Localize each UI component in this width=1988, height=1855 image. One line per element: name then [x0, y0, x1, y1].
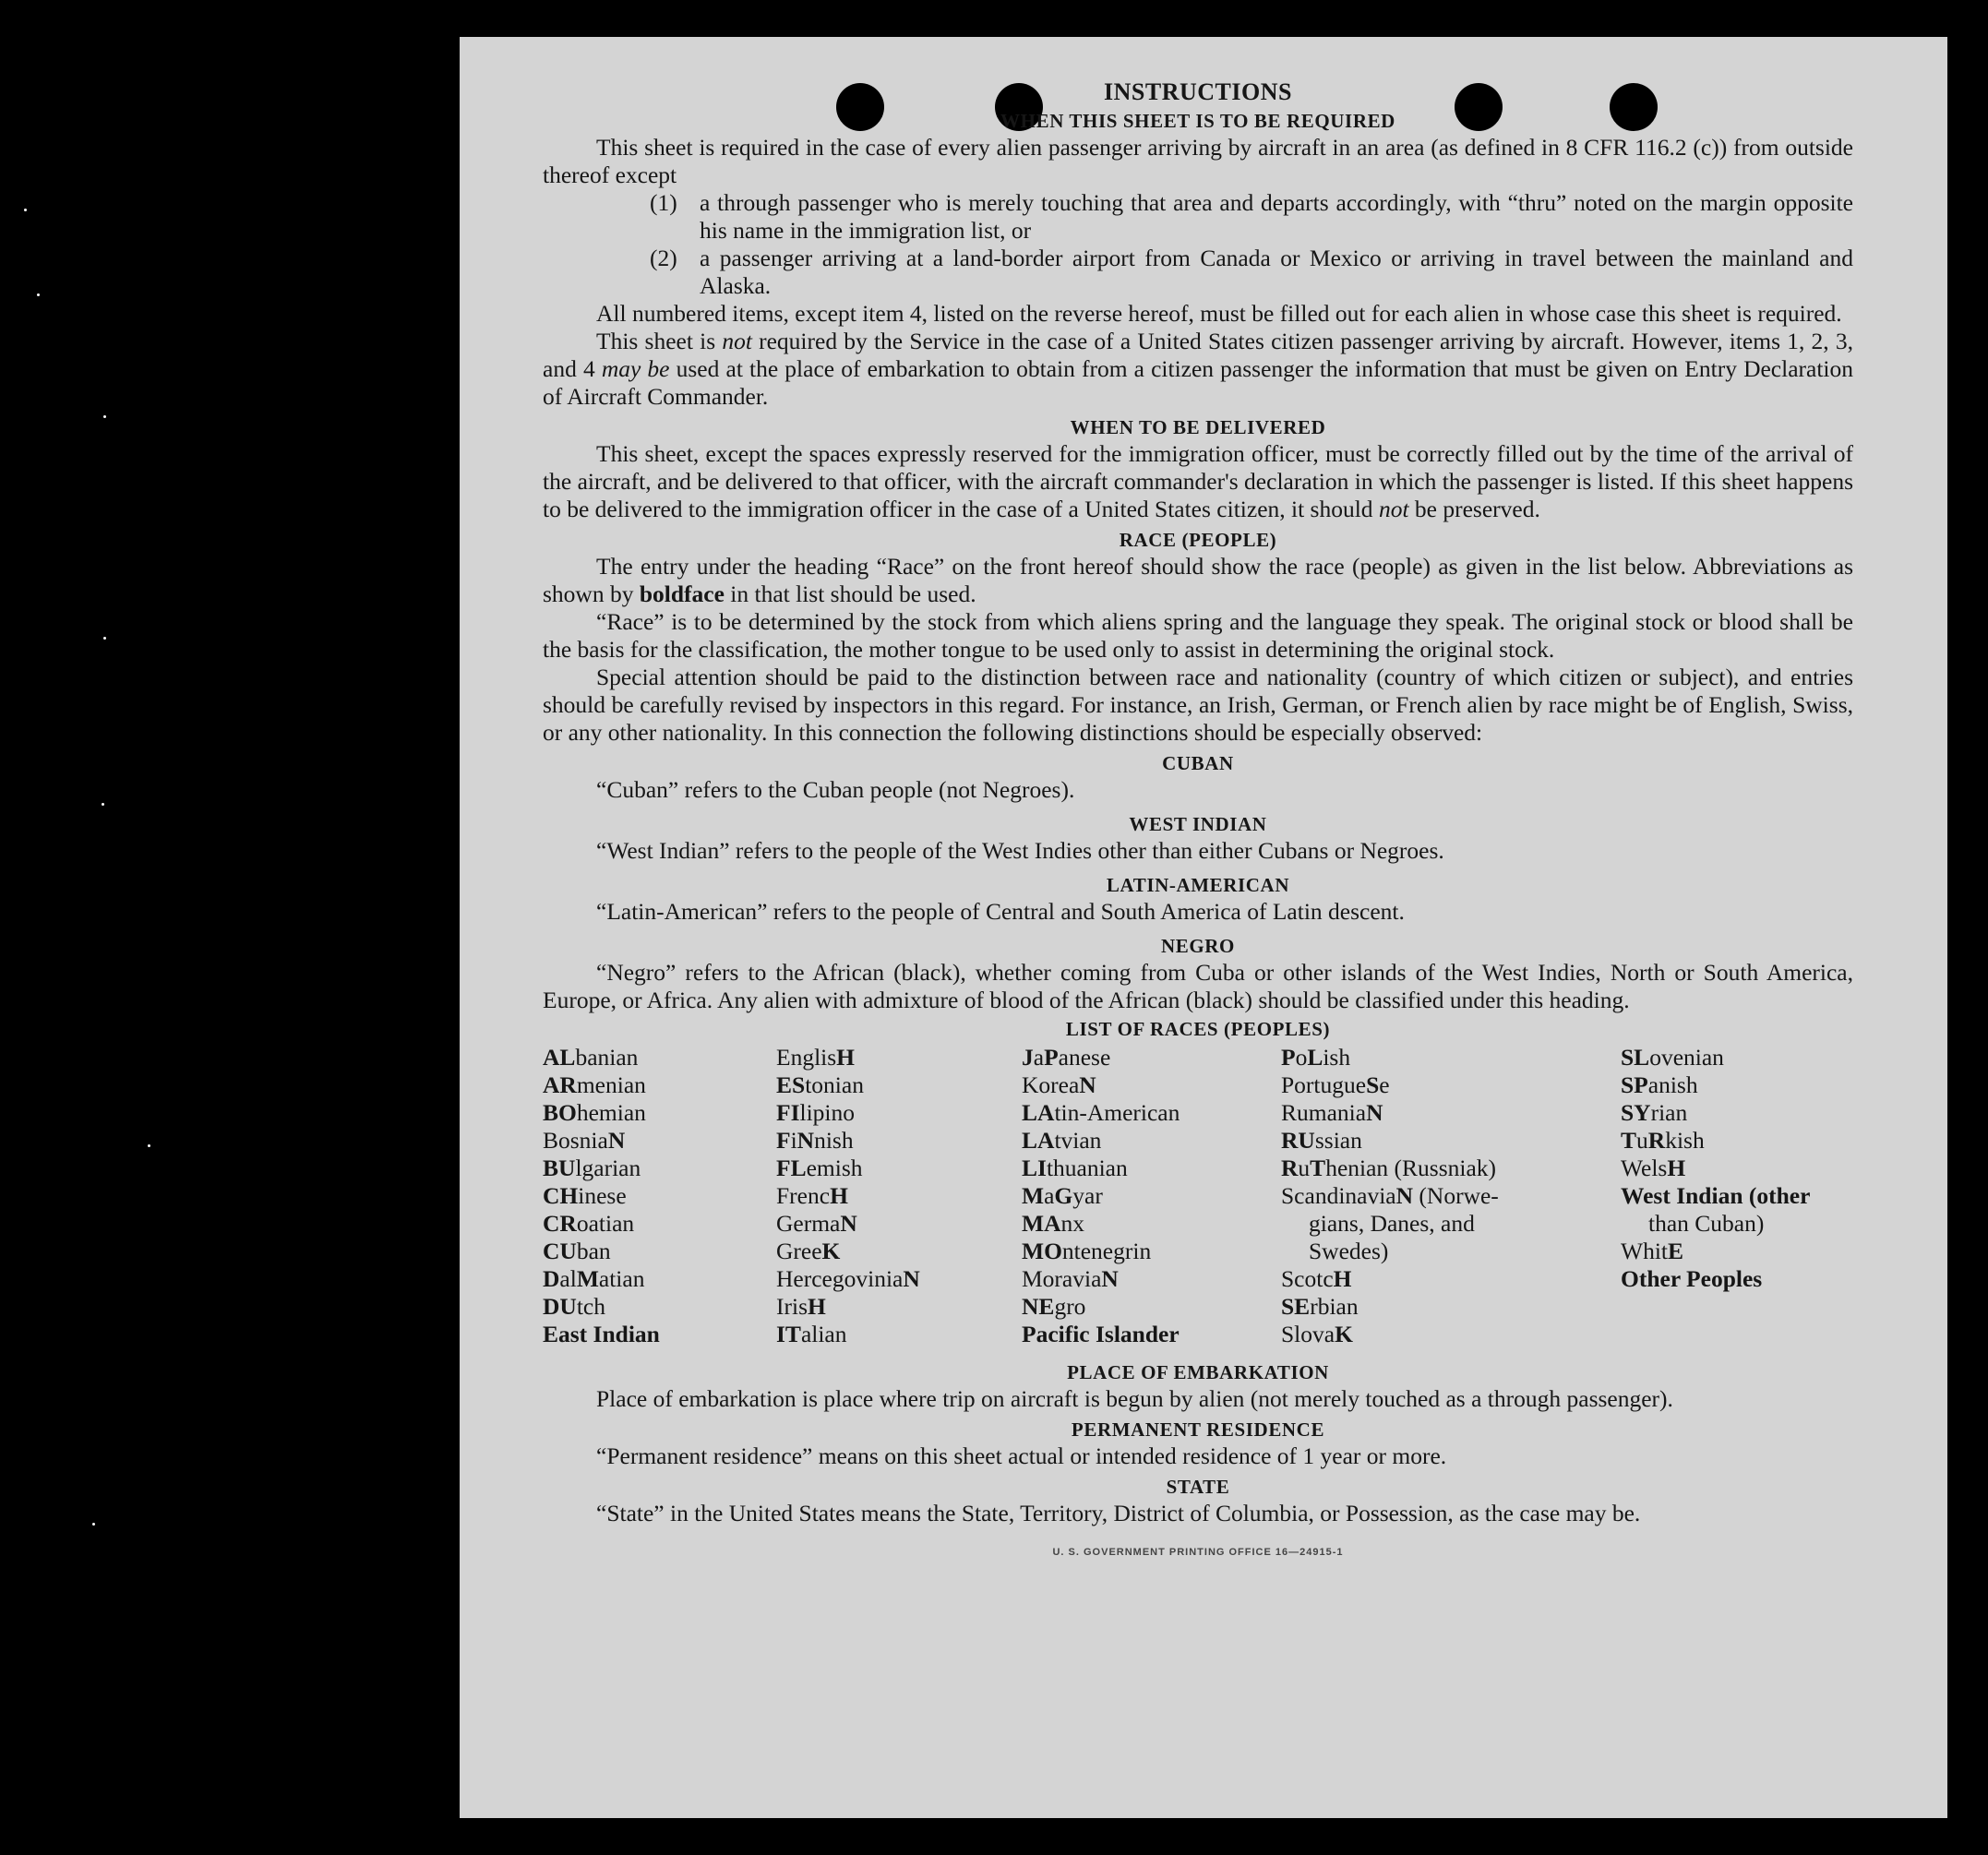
race-entry-text: ssian	[1314, 1127, 1362, 1154]
race-paragraph-1: The entry under the heading “Race” on the front hereof should show the race (people) as given in the list below. Abbreviations as shown by boldface in that list should be used.	[543, 553, 1853, 607]
race-abbreviation: BO	[543, 1099, 577, 1126]
race-entry	[1621, 1238, 1810, 1265]
heading-race: RACE (PEOPLE)	[1119, 529, 1277, 551]
race-abbreviation: FI	[776, 1099, 800, 1126]
race-entry-text: Gree	[776, 1238, 822, 1264]
race-abbreviation: SL	[1621, 1044, 1650, 1071]
race-abbreviation: MO	[1022, 1238, 1062, 1264]
race-paragraph-3: Special attention should be paid to the distinction between race and nationality (country of which citizen or subject), and entries should be carefully revised by inspectors in this regard. For instance, an Irish, German, or French alien by race might be of English, Swiss, or any other nationality. In this connection the following distinctions should be especially observed:	[543, 664, 1853, 746]
race-abbreviation: N	[840, 1210, 857, 1237]
cuban-text: “Cuban” refers to the Cuban people (not Negroes).	[596, 776, 1075, 803]
exception-item-1-number: (1)	[650, 189, 677, 216]
race-abbreviation: Other Peoples	[1621, 1265, 1763, 1292]
heading-list-of-races: LIST OF RACES (PEOPLES)	[1065, 1018, 1331, 1040]
race-entry	[1022, 1182, 1180, 1210]
race-entry-text: banian	[575, 1044, 639, 1071]
printing-office-footer: U. S. GOVERNMENT PRINTING OFFICE 16—24915-1	[1052, 1547, 1344, 1558]
heading-latin-american: LATIN-AMERICAN	[1106, 874, 1290, 896]
race-entry	[543, 1210, 660, 1238]
race-abbreviation: BU	[543, 1155, 576, 1181]
race-abbreviation: DU	[543, 1293, 577, 1320]
race-entry-text: ban	[576, 1238, 611, 1264]
when-required-paragraph-2: All numbered items, except item 4, listed on the reverse hereof, must be filled out for each alien in whose case this sheet is required.	[596, 300, 1842, 327]
exception-item-2-text: a passenger arriving at a land-border airport from Canada or Mexico or arriving in travel between the mainland and Alaska.	[700, 245, 1853, 299]
race-abbreviation: LI	[1022, 1155, 1047, 1181]
document-sheet	[460, 37, 1947, 1818]
exception-item-1-text: a through passenger who is merely touching that area and departs accordingly, with “thru” noted on the margin opposite his name in the immigration list, or	[700, 189, 1853, 244]
race-entry	[776, 1099, 920, 1127]
race-entry	[1022, 1044, 1180, 1071]
race-entry	[776, 1044, 920, 1071]
race-entry-text: o	[1295, 1044, 1308, 1071]
race-entry-text: al	[559, 1265, 577, 1292]
race-entry-text: Moravia	[1022, 1265, 1102, 1292]
race-abbreviation: H	[836, 1044, 856, 1071]
race-abbreviation: M	[576, 1265, 599, 1292]
race-abbreviation: G	[1054, 1182, 1073, 1209]
state-text: “State” in the United States means the State, Territory, District of Columbia, or Possession, as the case may be.	[596, 1500, 1641, 1526]
race-entry-text: Frenc	[776, 1182, 831, 1209]
race-abbreviation: E	[1668, 1238, 1684, 1264]
race-abbreviation: CR	[543, 1210, 577, 1237]
race-abbreviation: T	[1621, 1127, 1637, 1154]
race-entry-text: kish	[1665, 1127, 1705, 1154]
race-entry	[543, 1044, 660, 1071]
race-entry-text: a	[1044, 1182, 1055, 1209]
race-entry	[1022, 1127, 1180, 1155]
race-list	[543, 1044, 1853, 1356]
race-entry	[1281, 1044, 1499, 1071]
race-list-column-5	[1621, 1044, 1810, 1293]
race-entry-text: tonian	[805, 1071, 864, 1098]
heading-cuban: CUBAN	[1162, 752, 1234, 774]
race-entry	[1621, 1044, 1810, 1071]
race-entry	[1281, 1155, 1499, 1182]
embarkation-text: Place of embarkation is place where trip on aircraft is begun by alien (not merely touched as a through passenger).	[596, 1385, 1673, 1412]
race-entry-text: yar	[1072, 1182, 1103, 1209]
race-entry-text: rbian	[1310, 1293, 1359, 1320]
race-abbreviation: AR	[543, 1071, 577, 1098]
when-delivered-paragraph: This sheet, except the spaces expressly reserved for the immigration officer, must be correctly filled out by the time of the arrival of the aircraft, and be delivered to that officer, with the aircraft commander's declaration in which the passenger is listed. If this sheet happens to be delivered to the immigration officer in the case of a United States citizen, it should not be preserved.	[543, 440, 1853, 522]
race-abbreviation: M	[1022, 1182, 1045, 1209]
race-entry	[1281, 1293, 1499, 1321]
race-entry-text: hemian	[576, 1099, 646, 1126]
race-entry	[1621, 1210, 1810, 1238]
race-entry	[1022, 1155, 1180, 1182]
race-abbreviation: H	[1333, 1265, 1352, 1292]
race-entry	[543, 1293, 660, 1321]
race-entry-text: Swedes)	[1309, 1238, 1389, 1264]
race-list-column-3	[1022, 1044, 1180, 1348]
when-required-paragraph-3: This sheet is not required by the Service in the case of a United States citizen passenger arriving by aircraft. However, items 1, 2, 3, and 4 may be used at the place of embarkation to obtain from a citizen passenger the information that must be given on Entry Declaration of Aircraft Commander.	[543, 328, 1854, 410]
race-entry-text: emish	[806, 1155, 863, 1181]
race-abbreviation: R	[1281, 1155, 1299, 1181]
race-entry-text: Rumania	[1281, 1099, 1367, 1126]
race-entry	[1621, 1182, 1810, 1210]
race-entry	[776, 1071, 920, 1099]
race-entry	[1022, 1238, 1180, 1265]
race-abbreviation: N	[1079, 1071, 1096, 1098]
race-abbreviation: D	[543, 1265, 560, 1292]
race-entry	[543, 1099, 660, 1127]
race-entry-text: Slova	[1281, 1321, 1335, 1347]
exception-item-2	[543, 245, 1853, 300]
latin-american-text: “Latin-American” refers to the people of Central and South America of Latin descent.	[596, 898, 1405, 925]
race-entry-text: atian	[598, 1265, 645, 1292]
negro-text: “Negro” refers to the African (black), whether coming from Cuba or other islands of the West Indies, North or South America, Europe, or Africa. Any alien with admixture of blood of the African (black) should be classified under this heading.	[543, 959, 1853, 1013]
race-abbreviation: N	[607, 1127, 626, 1154]
race-entry-text: Scotc	[1281, 1265, 1334, 1292]
race-entry-text: than Cuban)	[1648, 1210, 1765, 1237]
race-abbreviation: Pacific Islander	[1022, 1321, 1180, 1347]
race-abbreviation: FL	[776, 1155, 807, 1181]
race-abbreviation: CH	[543, 1182, 579, 1209]
race-entry	[776, 1127, 920, 1155]
race-entry-text: ovenian	[1649, 1044, 1724, 1071]
race-abbreviation: CU	[543, 1238, 577, 1264]
race-abbreviation: N	[1101, 1265, 1119, 1292]
race-abbreviation: H	[830, 1182, 848, 1209]
race-abbreviation: N	[1366, 1099, 1383, 1126]
race-entry-text: e	[1379, 1071, 1390, 1098]
race-entry	[776, 1210, 920, 1238]
heading-place-of-embarkation: PLACE OF EMBARKATION	[1067, 1361, 1329, 1383]
race-abbreviation: P	[1281, 1044, 1296, 1071]
race-abbreviation: ES	[776, 1071, 806, 1098]
race-entry	[1022, 1293, 1180, 1321]
race-abbreviation: S	[1366, 1071, 1380, 1098]
race-abbreviation: SP	[1621, 1071, 1648, 1098]
race-entry-text: Germa	[776, 1210, 841, 1237]
race-entry	[1281, 1099, 1499, 1127]
race-entry-text: u	[1636, 1127, 1648, 1154]
race-entry	[776, 1182, 920, 1210]
heading-when-delivered: WHEN TO BE DELIVERED	[1070, 416, 1326, 438]
race-entry	[776, 1293, 920, 1321]
race-abbreviation: H	[808, 1293, 826, 1320]
race-abbreviation: SE	[1281, 1293, 1311, 1320]
race-entry	[543, 1127, 660, 1155]
race-entry	[1281, 1210, 1499, 1238]
race-entry-text: Korea	[1022, 1071, 1080, 1098]
race-entry-text: gro	[1054, 1293, 1086, 1320]
race-abbreviation: R	[1647, 1127, 1666, 1154]
race-entry-text: anese	[1058, 1044, 1111, 1071]
heading-permanent-residence: PERMANENT RESIDENCE	[1071, 1418, 1325, 1441]
race-list-column-1	[543, 1044, 660, 1348]
race-entry-text: gians, Danes, and	[1309, 1210, 1475, 1237]
race-entry	[543, 1182, 660, 1210]
race-abbreviation: LA	[1022, 1127, 1055, 1154]
heading-state: STATE	[1166, 1476, 1230, 1498]
race-entry	[1621, 1127, 1810, 1155]
race-abbreviation: N	[903, 1265, 920, 1292]
race-abbreviation: P	[1044, 1044, 1059, 1071]
when-required-paragraph-1: This sheet is required in the case of every alien passenger arriving by aircraft in an area (as defined in 8 CFR 116.2 (c)) from outside thereof except	[543, 134, 1853, 188]
race-paragraph-2: “Race” is to be determined by the stock from which aliens spring and the language they speak. The original stock or blood shall be the basis for the classification, the mother tongue to be used only to assist in determining the original stock.	[543, 608, 1853, 663]
race-abbreviation: West Indian (other	[1621, 1182, 1811, 1209]
race-entry	[543, 1238, 660, 1265]
race-entry-text: oatian	[576, 1210, 635, 1237]
document-title: INSTRUCTIONS	[1104, 78, 1292, 105]
race-abbreviation: MA	[1022, 1210, 1061, 1237]
race-abbreviation: East Indian	[543, 1321, 660, 1347]
race-entry	[776, 1155, 920, 1182]
race-entry-text: Hercegovinia	[776, 1265, 904, 1292]
residence-text: “Permanent residence” means on this sheet actual or intended residence of 1 year or more.	[596, 1442, 1447, 1469]
race-entry-text: tvian	[1054, 1127, 1102, 1154]
heading-when-required: WHEN THIS SHEET IS TO BE REQUIRED	[1000, 110, 1395, 132]
race-entry	[543, 1071, 660, 1099]
race-entry-text: thuanian	[1046, 1155, 1128, 1181]
document-content	[543, 78, 1853, 1566]
race-entry	[1281, 1071, 1499, 1099]
race-entry-text: rian	[1650, 1099, 1688, 1126]
west-indian-text: “West Indian” refers to the people of the West Indies other than either Cubans or Negroes.	[596, 837, 1444, 864]
race-entry	[776, 1238, 920, 1265]
race-abbreviation: SY	[1621, 1099, 1651, 1126]
race-entry-text: a	[1033, 1044, 1045, 1071]
race-entry-text: inese	[578, 1182, 627, 1209]
race-entry-text: Bosnia	[543, 1127, 608, 1154]
race-entry	[543, 1155, 660, 1182]
race-entry-text: anish	[1647, 1071, 1698, 1098]
race-entry-text: Wels	[1621, 1155, 1668, 1181]
race-entry	[1022, 1071, 1180, 1099]
race-abbreviation: T	[1310, 1155, 1326, 1181]
race-abbreviation: NE	[1022, 1293, 1055, 1320]
race-entry	[1621, 1265, 1810, 1293]
race-entry-text: ntenegrin	[1061, 1238, 1152, 1264]
race-entry-text: tch	[576, 1293, 605, 1320]
race-entry-text: menian	[576, 1071, 646, 1098]
race-abbreviation: IT	[776, 1321, 801, 1347]
race-entry-text: nish	[814, 1127, 854, 1154]
race-entry	[1621, 1099, 1810, 1127]
race-entry	[1621, 1071, 1810, 1099]
race-abbreviation: L	[1307, 1044, 1323, 1071]
race-abbreviation: N	[1395, 1182, 1414, 1209]
race-list-column-4	[1281, 1044, 1499, 1348]
race-entry-text: Englis	[776, 1044, 837, 1071]
race-entry	[1281, 1265, 1499, 1293]
race-entry-text: i	[790, 1127, 797, 1154]
race-entry	[776, 1265, 920, 1293]
race-entry	[1621, 1155, 1810, 1182]
race-entry	[543, 1321, 660, 1348]
race-entry	[1281, 1182, 1499, 1210]
race-entry	[1022, 1321, 1180, 1348]
race-entry-text: henian (Russniak)	[1325, 1155, 1497, 1181]
race-entry	[1281, 1238, 1499, 1265]
race-entry-text: nx	[1060, 1210, 1084, 1237]
race-abbreviation: H	[1667, 1155, 1686, 1181]
race-entry-text: lgarian	[575, 1155, 641, 1181]
race-entry-text: Scandinavia	[1281, 1182, 1396, 1209]
race-entry	[543, 1265, 660, 1293]
race-entry-text: alian	[800, 1321, 847, 1347]
race-entry-text: Iris	[776, 1293, 808, 1320]
race-entry-text: ish	[1323, 1044, 1351, 1071]
heading-west-indian: WEST INDIAN	[1129, 813, 1267, 835]
race-entry	[1022, 1265, 1180, 1293]
race-abbreviation: LA	[1022, 1099, 1055, 1126]
race-entry	[1281, 1127, 1499, 1155]
race-abbreviation: K	[821, 1238, 841, 1264]
race-entry-text: Portugue	[1281, 1071, 1367, 1098]
race-abbreviation: K	[1335, 1321, 1353, 1347]
race-entry-text: u	[1298, 1155, 1311, 1181]
race-abbreviation: N	[796, 1127, 815, 1154]
race-abbreviation: RU	[1281, 1127, 1315, 1154]
heading-negro: NEGRO	[1160, 935, 1235, 957]
race-entry	[1022, 1210, 1180, 1238]
race-list-column-2	[776, 1044, 920, 1348]
race-entry-text: Whit	[1621, 1238, 1668, 1264]
exception-item-2-number: (2)	[650, 245, 677, 271]
race-entry	[1022, 1099, 1180, 1127]
race-entry	[1281, 1321, 1499, 1348]
race-entry-text: lipino	[799, 1099, 856, 1126]
race-abbreviation: J	[1022, 1044, 1034, 1071]
race-entry-text: tin-American	[1054, 1099, 1180, 1126]
race-abbreviation: F	[776, 1127, 791, 1154]
exception-item-1	[543, 189, 1853, 245]
race-entry	[776, 1321, 920, 1348]
race-abbreviation: AL	[543, 1044, 576, 1071]
race-entry-text: (Norwe-	[1413, 1182, 1499, 1209]
